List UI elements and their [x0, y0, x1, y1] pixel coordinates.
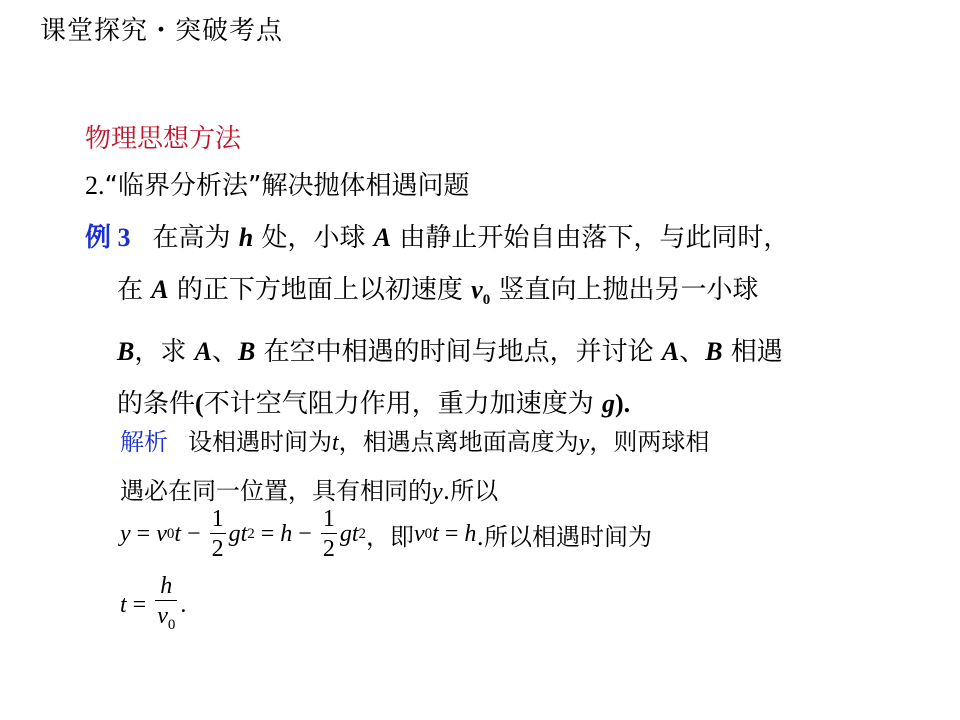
exponent: 2	[358, 526, 367, 542]
meeting-equation	[120, 505, 652, 564]
paren-open: (	[195, 389, 204, 419]
fraction-denominator: 2	[211, 536, 224, 562]
solution-text: .所以	[442, 477, 499, 505]
var-v-subscript: 0	[424, 526, 433, 542]
var-h: h	[464, 521, 477, 547]
fraction-numerator: 1	[211, 506, 224, 532]
solution-text: 设相遇时间为	[188, 428, 332, 456]
var-h: h	[238, 223, 254, 252]
solution-text: ，则两球相	[589, 428, 710, 456]
fraction-numerator: h	[160, 573, 173, 599]
example-text: 在空中相遇的时间与地点，并讨论	[255, 337, 662, 368]
example-text: 的正下方地面上以初速度	[168, 275, 472, 305]
var-h: h	[280, 521, 293, 547]
example-label: 例 3	[85, 223, 131, 252]
solution-text: ，相遇点离地面高度为	[338, 428, 579, 456]
var-g: g	[228, 521, 241, 547]
var-y: y	[578, 430, 590, 456]
example-text: 处，小球	[253, 223, 374, 253]
var-t: t	[240, 521, 248, 547]
var-a: A	[194, 337, 212, 367]
equals-sign: =	[438, 521, 465, 547]
fraction-h-over-v0	[155, 572, 177, 640]
example-line-2	[85, 264, 875, 326]
solution-text: ，即	[366, 523, 415, 551]
var-t: t	[174, 521, 182, 547]
example-line-3	[85, 326, 875, 378]
var-t: t	[120, 592, 127, 619]
page-header-title: 课堂探究・突破考点	[40, 16, 284, 46]
var-t: t	[351, 521, 359, 547]
example-text: ，求	[134, 337, 195, 368]
var-b: B	[237, 337, 256, 367]
solution-block	[120, 418, 709, 516]
var-a: A	[373, 223, 392, 252]
fraction-denominator: 2	[322, 536, 335, 562]
var-a: A	[151, 275, 169, 304]
var-v: v	[156, 521, 167, 547]
example-text: 、	[679, 337, 706, 368]
paren-close: ).	[614, 389, 631, 419]
equals-sign: =	[254, 521, 281, 547]
fraction-one-half	[321, 505, 337, 564]
example-text: 的条件	[117, 389, 196, 420]
problem-number: 2.	[85, 171, 105, 200]
var-g: g	[601, 389, 615, 419]
minus-sign: −	[181, 521, 207, 547]
exponent: 2	[247, 526, 255, 542]
solution-line-1	[120, 418, 709, 467]
example-text: 不计空气阻力作用，重力加速度为	[203, 389, 602, 420]
var-b: B	[117, 337, 135, 367]
var-v-subscript: 0	[166, 526, 175, 542]
solution-text: .所以相遇时间为	[476, 523, 653, 551]
var-t: t	[432, 521, 439, 547]
solution-label: 解析	[120, 428, 168, 456]
equals-sign: =	[126, 592, 153, 619]
example-text: 、	[211, 337, 238, 368]
var-v: v	[414, 521, 425, 547]
solution-text: 遇必在同一位置，具有相同的	[120, 477, 432, 505]
fraction-one-half	[210, 505, 226, 564]
fraction-denominator	[155, 601, 177, 640]
example-text: 竖直向上抛出另一小球	[490, 275, 759, 305]
section-label: 物理思想方法	[85, 124, 242, 154]
var-y: y	[432, 479, 443, 505]
period: .	[180, 592, 187, 619]
example-line-1	[85, 212, 875, 264]
equals-sign: =	[130, 521, 157, 547]
problem-title	[85, 165, 469, 202]
var-v: v	[157, 603, 168, 629]
var-y: y	[120, 521, 131, 547]
var-a: A	[661, 337, 680, 367]
var-v-subscript: 0	[167, 616, 176, 633]
var-b: B	[705, 337, 723, 367]
example-text: 在高为	[152, 223, 239, 253]
var-v: v	[471, 275, 483, 304]
var-t: t	[332, 430, 339, 456]
example-block	[85, 212, 875, 430]
time-result-equation	[120, 572, 186, 640]
example-text: 相遇	[722, 337, 783, 368]
var-v-subscript: 0	[482, 292, 491, 309]
example-text: 由静止开始自由落下，与此同时，	[391, 223, 790, 253]
fraction-numerator: 1	[322, 506, 335, 532]
minus-sign: −	[292, 521, 318, 547]
var-g: g	[339, 521, 352, 547]
problem-title-text: “临界分析法”解决抛体相遇问题	[104, 171, 470, 201]
example-text: 在	[117, 275, 152, 305]
